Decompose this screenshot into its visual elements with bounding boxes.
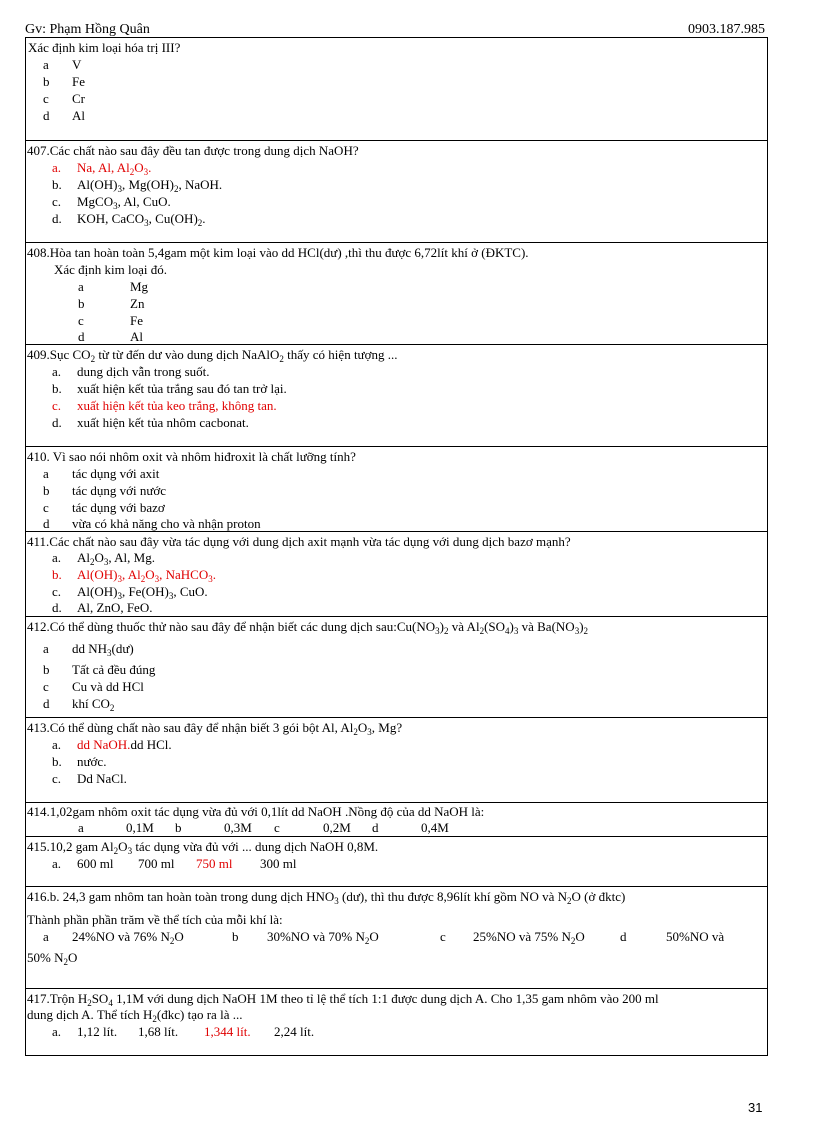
option-text: 600 ml [77,856,114,871]
question-block-414 [25,802,768,837]
option-text: Zn [130,296,145,311]
option-letter: a [43,641,49,656]
option-text: 0,3M [224,820,252,835]
option-text: $Al(OH)_3$, $Mg(OH)_2$, NaOH. [77,177,223,194]
question-text: Xác định kim loại hóa trị III? [28,40,181,55]
option-text: 1,68 lít. [138,1024,179,1039]
question-text: 412.Có thể dùng thuốc thử nào sau đây để nhận biết các dung dịch $sau:Cu(NO_3)_2$ và $Al_2(SO_4)_3$ và $Ba(NO_3)_2$ [27,619,589,636]
question-text: 409.Sục $CO_2$ từ từ đến dư vào dung dịch NaAlO$_2$ thấy có hiện tượng ... [27,347,398,364]
option-text: $Al_2O_3$, Al, Mg. [77,550,155,567]
option-text: xuất hiện kết tủa nhôm cacbonat. [77,415,249,430]
option-text-correct: Na, Al, $Al_2O_3$. [77,160,152,177]
option-text-correct: $Al(OH)_3$, $Al_2O_3$, NaHCO$_3$. [77,567,216,584]
option-text: Tất cả đều đúng [72,662,156,677]
option-letter: a [43,57,49,72]
option-letter: c [78,313,84,328]
question-text: 415.10,2 gam $Al_2O_3$ tác dụng vừa đủ với ... dung dịch NaOH 0,8M. [27,839,379,856]
option-text-correct: 750 ml [196,856,233,871]
question-text-continued: dung dịch A. Thể tích $H_2(đkc)$ tạo ra là ... [27,1007,243,1024]
option-letter: b. [52,381,62,396]
option-letter: a [43,466,49,481]
phone-number: 0903.187.985 [688,22,765,37]
option-text: 0,1M [126,820,154,835]
option-text-correct: 1,344 lít. [204,1024,251,1039]
question-block-412 [25,616,768,718]
option-text: tác dụng với nước [72,483,167,498]
question-text: 408.Hòa tan hoàn toàn 5,4gam một kim loại vào dd HCl(dư) ,thì thu được 6,72lít khí ở (ĐKTC). [27,245,529,260]
option-text: Fe [130,313,143,328]
option-text: Fe [72,74,85,89]
option-text: Dd NaCl. [77,771,127,786]
option-text: khí $CO_2$ [72,696,115,713]
option-text: 30%NO và 70% $N_2O$ [267,929,379,946]
question-block-413 [25,717,768,803]
option-text: vừa có khả năng cho và nhận proton [72,516,261,531]
question-subtext: Thành phần phần trăm về thể tích của mỗi khí là: [27,912,283,927]
option-letter: a. [52,856,62,871]
question-block-0 [25,37,768,141]
option-letter: d [78,329,85,344]
question-block-415 [25,836,768,887]
option-letter: c [43,679,49,694]
option-text: 0,4M [421,820,449,835]
question-text: 410. Vì sao nói nhôm oxit và nhôm hiđroxit là chất lưỡng tính? [27,449,356,464]
question-text: 411.Các chất nào sau đây vừa tác dụng với dung dịch axit mạnh vừa tác dụng với dung dịch bazơ mạnh? [27,534,571,549]
question-block-416 [25,886,768,989]
option-letter: a. [52,364,62,379]
question-text: 416.b. 24,3 gam nhôm tan hoàn toàn trong dung dịch $HNO_3$ (dư), thì thu được 8,96lít khí gồm NO và $N_2O$ (ở đktc) [27,889,626,906]
option-letter: c [274,820,280,835]
question-block-410 [25,446,768,532]
option-text: 2,24 lít. [274,1024,315,1039]
option-letter: b [43,74,50,89]
option-letter: d [43,516,50,531]
option-letter: b. [52,754,62,769]
option-letter: a [78,820,84,835]
option-text: Cr [72,91,85,106]
option-text: 0,2M [323,820,351,835]
option-text: MgCO$_3$, Al, CuO. [77,194,171,211]
option-letter: b [78,296,85,311]
option-text: dd NaOH.dd HCl. [77,737,172,752]
question-text: 413.Có thể dùng chất nào sau đây để nhận biết 3 gói bột Al, $Al_2O_3$, Mg? [27,720,403,737]
question-text: 407.Các chất nào sau đây đều tan được trong dung dịch NaOH? [27,143,359,158]
option-letter: b. [52,177,62,192]
option-letter: d [372,820,379,835]
option-text: 700 ml [138,856,175,871]
option-text: 25%NO và 75% $N_2O$ [473,929,585,946]
page-header [25,22,765,38]
question-text: 414.1,02gam nhôm oxit tác dụng vừa đủ với 0,1lít dd NaOH .Nồng độ của dd NaOH là: [27,804,485,819]
option-letter: c [43,500,49,515]
teacher-name: Gv: Phạm Hồng Quân [25,22,150,37]
question-block-408 [25,242,768,345]
option-text: $Al(OH)_3$, $Fe(OH)_3$, CuO. [77,584,208,601]
option-text: tác dụng với bazơ [72,500,165,515]
option-text: nước. [77,754,107,769]
option-text-correct: dd NaOH. [77,737,131,752]
option-letter: a [43,929,49,944]
option-letter: c. [52,398,62,413]
option-letter: b [43,483,50,498]
option-text: Al [130,329,143,344]
question-text: 417.Trộn $H_2SO_4$ 1,1M với dung dịch NaOH 1M theo tỉ lệ thể tích 1:1 được dung dịch A. Cho 1,35 gam nhôm vào 200 ml [27,991,659,1008]
option-letter: b. [52,567,62,582]
option-text: 24%NO và 76% $N_2O$ [72,929,184,946]
option-letter: d [620,929,627,944]
option-text: tác dụng với axit [72,466,160,481]
option-letter: a [78,279,84,294]
option-text-correct: xuất hiện kết tủa keo trắng, không tan. [77,398,277,413]
option-letter: d [43,108,50,123]
option-text: dung dịch vẫn trong suốt. [77,364,210,379]
option-letter: c. [52,584,62,599]
option-letter: d [43,696,50,711]
question-block-409 [25,344,768,447]
option-letter: c. [52,194,62,209]
option-letter: a. [52,550,62,565]
option-letter: a. [52,737,62,752]
option-text: 1,12 lít. [77,1024,118,1039]
question-subtext: Xác định kim loại đó. [54,262,168,277]
option-text: 50%NO và [666,929,725,944]
option-text: 300 ml [260,856,297,871]
option-letter: c. [52,771,62,786]
option-letter: c [43,91,49,106]
option-letter: b [232,929,239,944]
page-number: 31 [748,1100,763,1115]
option-text: Mg [130,279,149,294]
option-letter: c [440,929,446,944]
option-letter: b [175,820,182,835]
option-letter: a. [52,160,62,175]
option-text: Al, ZnO, FeO. [77,600,153,615]
option-letter: d. [52,600,62,615]
option-text: Al [72,108,85,123]
option-letter: a. [52,1024,62,1039]
option-letter: b [43,662,50,677]
option-text: Cu và dd HCl [72,679,144,694]
option-letter: d. [52,211,62,226]
question-block-411 [25,531,768,617]
option-text: dd $NH_3(dư)$ [72,641,134,658]
option-letter: d. [52,415,62,430]
option-text: KOH, CaCO$_3$, $Cu(OH)_2$. [77,211,206,228]
question-block-417 [25,988,768,1056]
option-text-continued: 50% $N_2O$ [27,950,78,967]
question-block-407 [25,140,768,243]
option-text: V [72,57,82,72]
option-text: xuất hiện kết tủa trắng sau đó tan trở lại. [77,381,287,396]
